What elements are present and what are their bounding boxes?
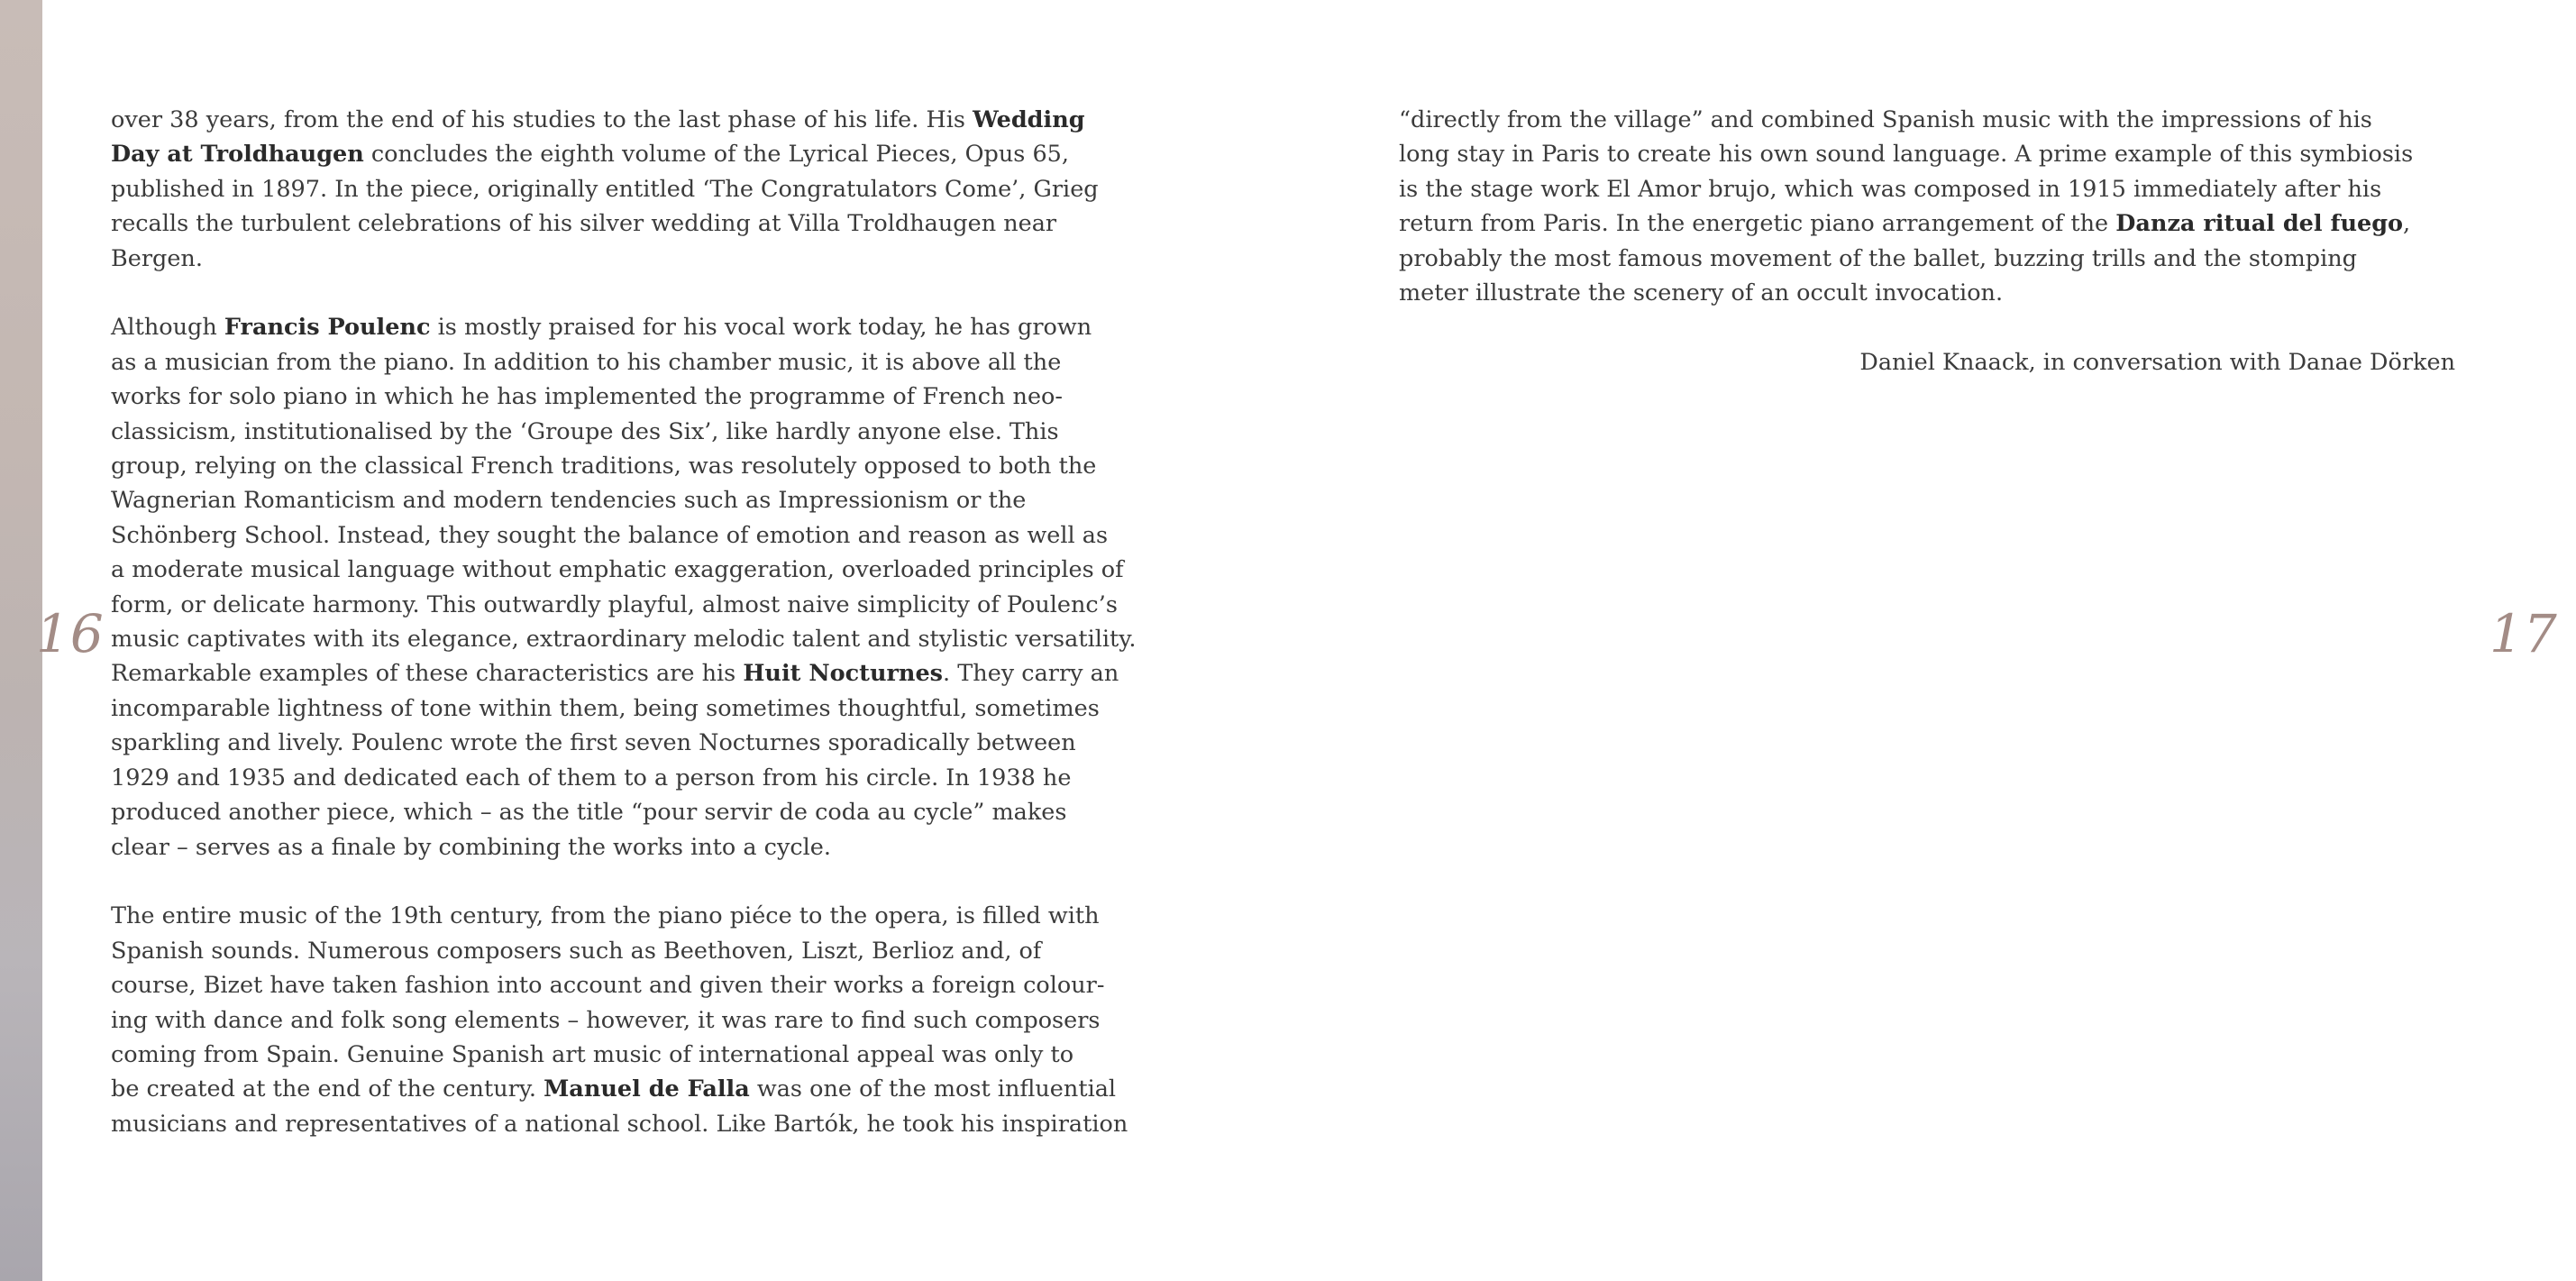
text-line: Bergen. — [111, 244, 203, 272]
text-line: be created at the end of the century. Manuel de Falla was one of the most influential — [111, 1075, 1117, 1103]
text-line: Remarkable examples of these characteristics are his Huit Nocturnes. They carry an — [111, 660, 1119, 688]
text-line: Spanish sounds. Numerous composers such as Beethoven, Liszt, Berlioz and, of — [111, 937, 1042, 965]
text-line: incomparable lightness of tone within them, being sometimes thoughtful, sometimes — [111, 694, 1100, 722]
text-line: group, relying on the classical French traditions, was resolutely opposed to both the — [111, 453, 1097, 480]
text-line: 1929 and 1935 and dedicated each of them to a person from his circle. In 1938 he — [111, 764, 1072, 791]
text-line: as a musician from the piano. In addition to his chamber music, it is above all the — [111, 348, 1062, 376]
composer-name-falla: Manuel de Falla — [544, 1075, 750, 1103]
right-text-column — [1399, 103, 2462, 380]
paragraph-poulenc — [111, 310, 1174, 865]
text-line: “directly from the village” and combined Spanish music with the impressions of his — [1399, 106, 2372, 133]
text-line: music captivates with its elegance, extraordinary melodic talent and stylistic versatility. — [111, 626, 1137, 654]
left-text-column — [111, 103, 1174, 1141]
page-number-right: 17 — [2489, 603, 2558, 664]
paragraph-grieg — [111, 103, 1174, 276]
composer-name-poulenc: Francis Poulenc — [224, 314, 431, 342]
text-line: is the stage work El Amor brujo, which was composed in 1915 immediately after his — [1399, 175, 2382, 203]
text-line: Day at Troldhaugen concludes the eighth volume of the Lyrical Pieces, Opus 65, — [111, 141, 1069, 169]
text-line: Wagnerian Romanticism and modern tendencies such as Impressionism or the — [111, 487, 1027, 515]
text-line: course, Bizet have taken fashion into account and given their works a foreign colour- — [111, 972, 1105, 1000]
text-line: Although Francis Poulenc is mostly praised for his vocal work today, he has grown — [111, 314, 1092, 342]
work-title-wedding-day-cont: Day at Troldhaugen — [111, 141, 364, 169]
text-line: over 38 years, from the end of his studies to the last phase of his life. His Wedding — [111, 106, 1085, 133]
work-title-wedding-day: Wedding — [973, 106, 1085, 133]
text-line: form, or delicate harmony. This outwardly playful, almost naive simplicity of Poulenc’s — [111, 590, 1118, 618]
text-line: classicism, institutionalised by the ‘Groupe des Six’, like hardly anyone else. This — [111, 417, 1059, 445]
text-line: works for solo piano in which he has implemented the programme of French neo- — [111, 383, 1064, 411]
work-title-danza-ritual: Danza ritual del fuego — [2115, 210, 2404, 238]
text-line: musicians and representatives of a national school. Like Bartók, he took his inspiration — [111, 1110, 1128, 1138]
page-number-left: 16 — [36, 603, 105, 664]
author-credit: Daniel Knaack, in conversation with Danae Dörken — [1859, 348, 2455, 376]
text-line: recalls the turbulent celebrations of his silver wedding at Villa Troldhaugen near — [111, 210, 1057, 238]
text-line: probably the most famous movement of the ballet, buzzing trills and the stomping — [1399, 244, 2357, 272]
text-line: published in 1897. In the piece, originally entitled ‘The Congratulators Come’, Grieg — [111, 175, 1099, 203]
text-line: meter illustrate the scenery of an occult invocation. — [1399, 279, 2004, 307]
text-line: a moderate musical language without emphatic exaggeration, overloaded principles of — [111, 556, 1124, 584]
paragraph-el-amor-brujo — [1399, 103, 2462, 310]
work-title-huit-nocturnes: Huit Nocturnes — [743, 660, 944, 688]
text-line: sparkling and lively. Poulenc wrote the first seven Nocturnes sporadically between — [111, 729, 1076, 757]
text-line: produced another piece, which – as the title “pour servir de coda au cycle” makes — [111, 799, 1067, 827]
text-line: The entire music of the 19th century, from the piano piéce to the opera, is filled with — [111, 902, 1100, 930]
text-line: ing with dance and folk song elements – however, it was rare to find such composers — [111, 1006, 1101, 1034]
text-line: return from Paris. In the energetic piano arrangement of the Danza ritual del fuego, — [1399, 210, 2411, 238]
text-line: Schönberg School. Instead, they sought the balance of emotion and reason as well as — [111, 521, 1109, 549]
text-line: coming from Spain. Genuine Spanish art music of international appeal was only to — [111, 1040, 1074, 1068]
text-line: clear – serves as a finale by combining the works into a cycle. — [111, 833, 831, 861]
text-line: long stay in Paris to create his own sound language. A prime example of this symbiosis — [1399, 141, 2414, 169]
paragraph-falla — [111, 899, 1174, 1141]
